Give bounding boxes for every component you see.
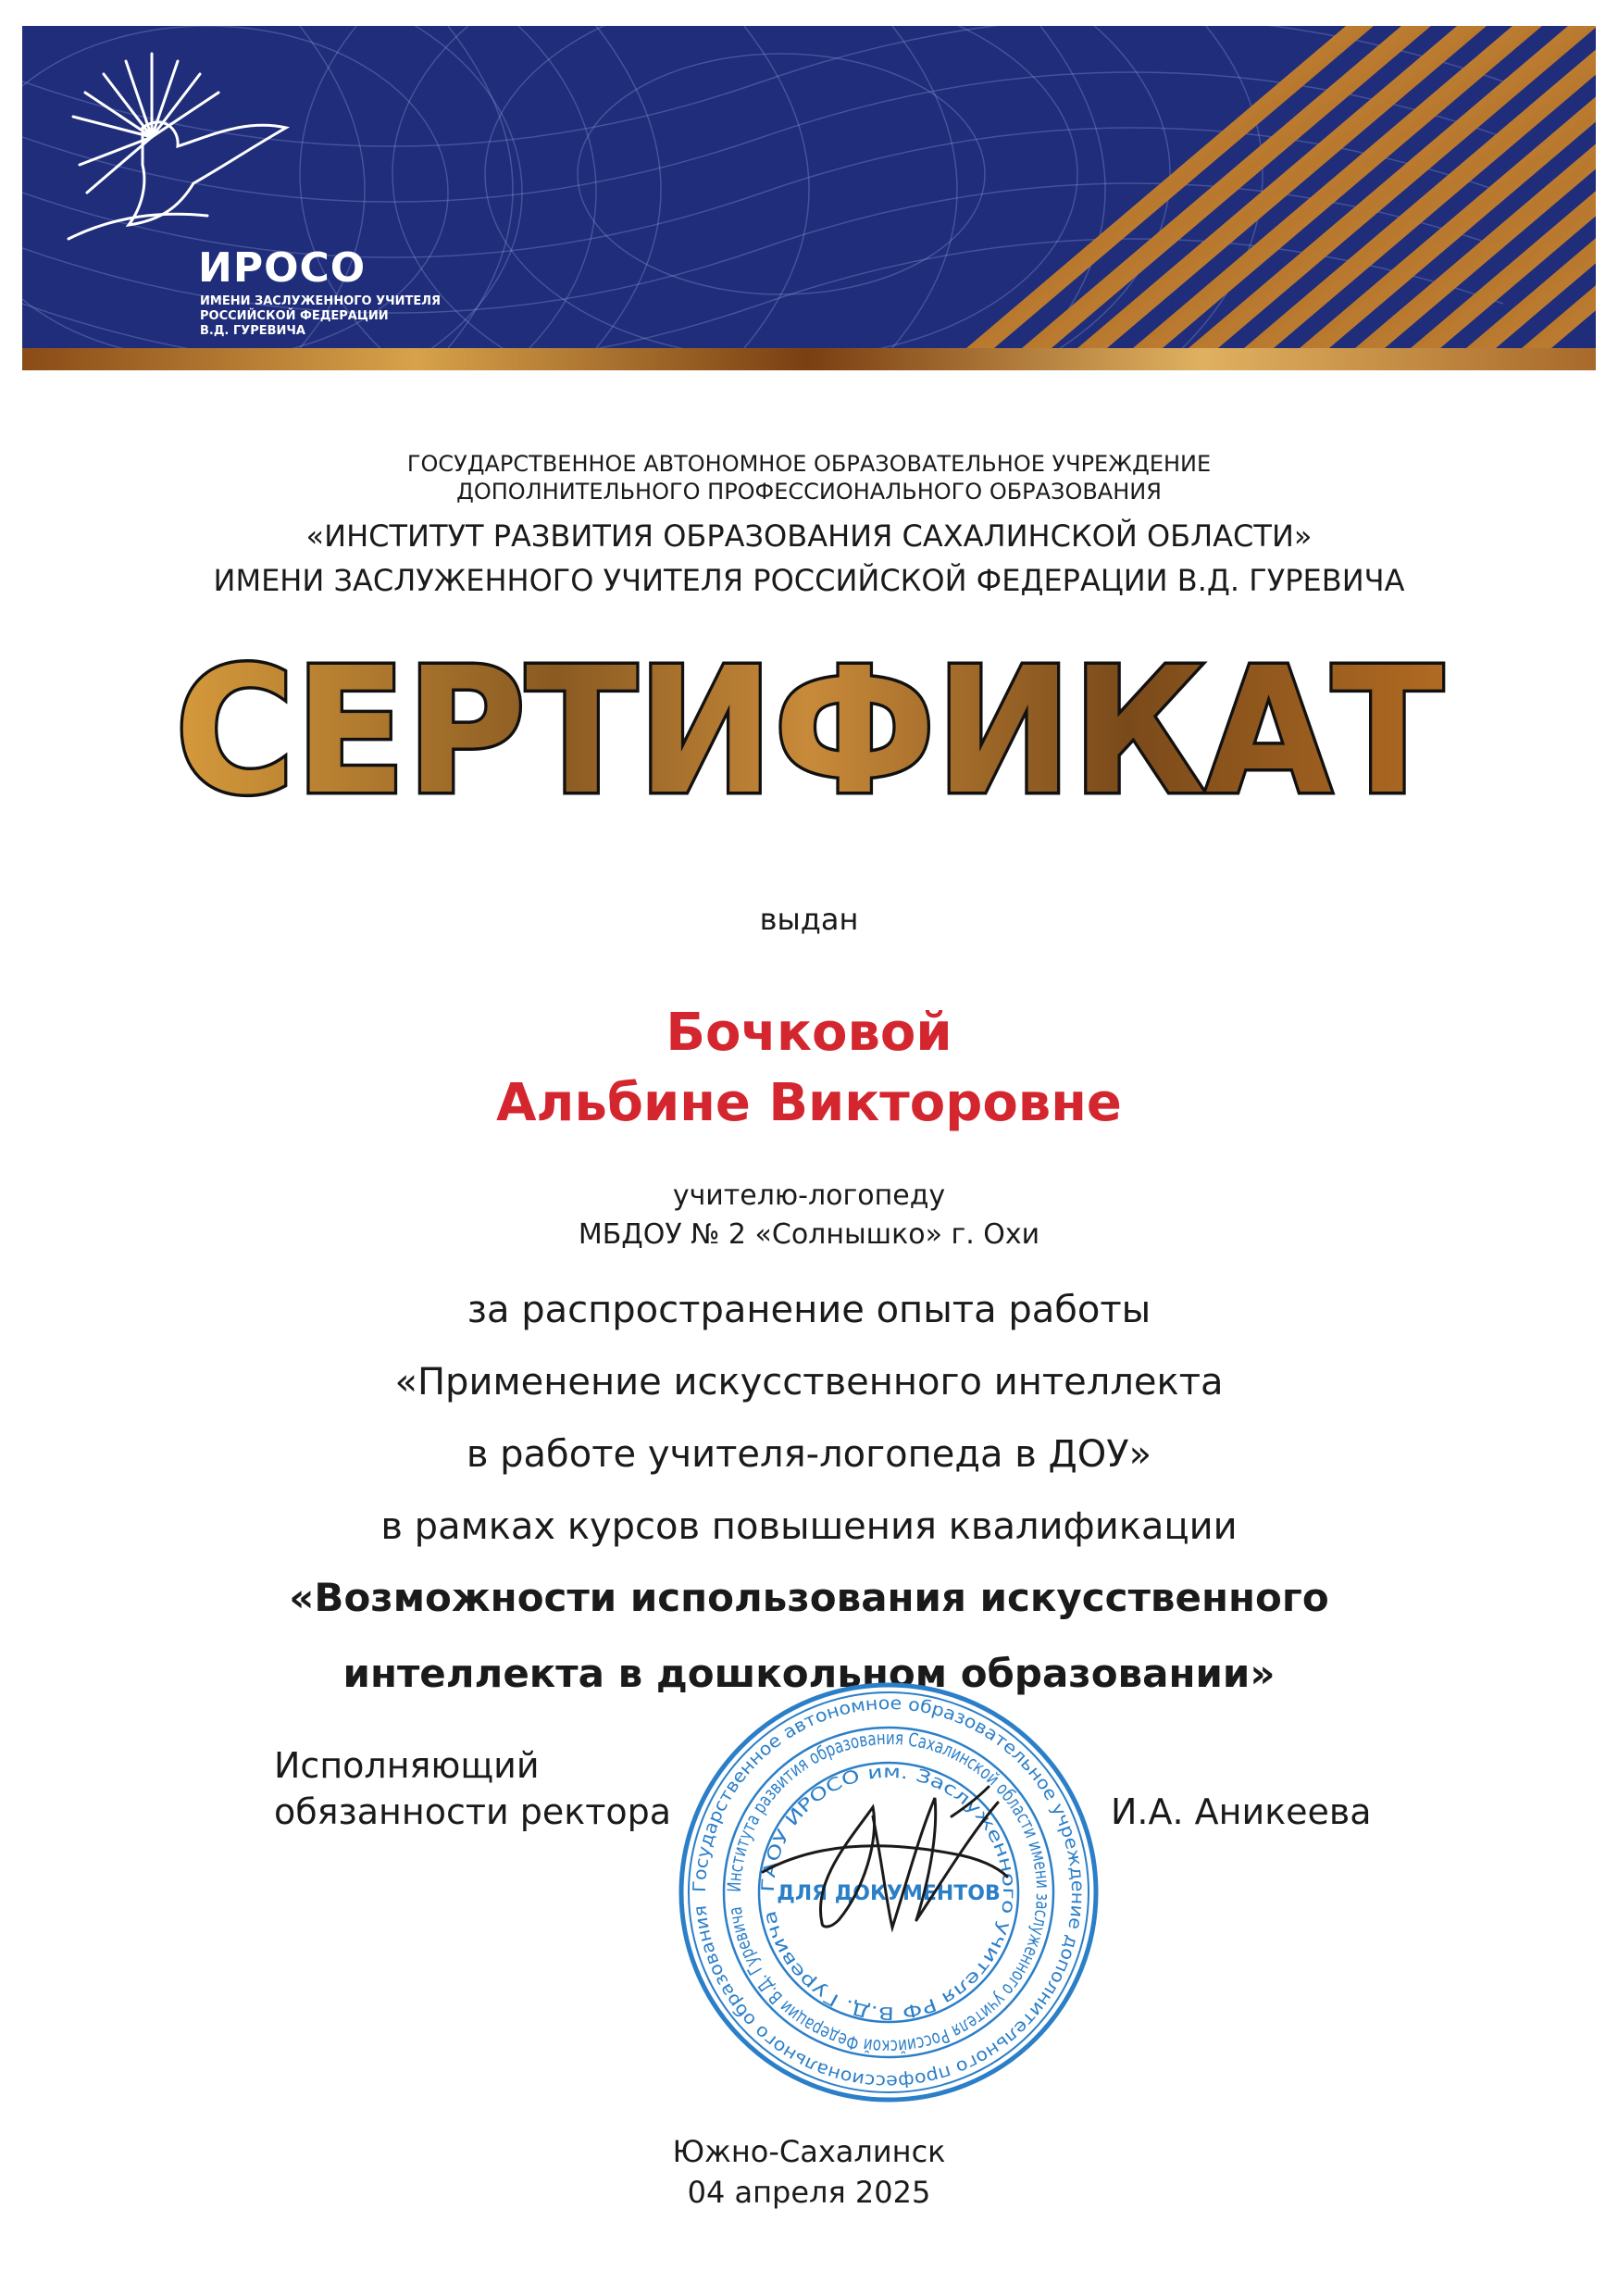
- logo-title: ИРОСО: [198, 244, 367, 292]
- issued-label: выдан: [759, 902, 859, 937]
- signer-name: И.А. Аникеева: [1111, 1791, 1372, 1832]
- stamp-seal: [674, 1678, 1103, 2107]
- header-banner: [22, 26, 1596, 370]
- org-line-2: ДОПОЛНИТЕЛЬНОГО ПРОФЕССИОНАЛЬНОГО ОБРАЗОВАНИЯ: [456, 479, 1162, 505]
- logo-subtitle-3: В.Д. ГУРЕВИЧА: [200, 324, 305, 338]
- signer-role: [274, 1742, 671, 1835]
- logo-subtitle-1: ИМЕНИ ЗАСЛУЖЕННОГО УЧИТЕЛЯ: [200, 294, 442, 308]
- reason-line-2: «Применение искусственного интеллекта: [394, 1361, 1224, 1404]
- reason-line-1: за распространение опыта работы: [467, 1289, 1151, 1331]
- signer-role-line-1: Исполняющий: [274, 1745, 540, 1786]
- recipient-name-line-2: Альбине Викторовне: [496, 1073, 1122, 1133]
- stamp-center-text: ДЛЯ ДОКУМЕНТОВ: [777, 1882, 1001, 1905]
- footer-date: 04 апреля 2025: [687, 2175, 931, 2210]
- org-line-1: ГОСУДАРСТВЕННОЕ АВТОНОМНОЕ ОБРАЗОВАТЕЛЬНОЕ УЧРЕЖДЕНИЕ: [406, 451, 1212, 477]
- certificate-title-graphic: [161, 639, 1457, 824]
- course-title-line-2: интеллекта в дошкольном образовании»: [342, 1651, 1276, 1696]
- recipient-name-line-1: Бочковой: [666, 1003, 952, 1063]
- recipient-position: учителю-логопеду: [672, 1179, 946, 1212]
- stamp-outer-text: Государственное автономное образовательное учреждение дополнительного профессионального образования: [689, 1692, 1089, 2092]
- recipient-organization: МБДОУ № 2 «Солнышко» г. Охи: [578, 1218, 1040, 1251]
- footer-city: Южно-Сахалинск: [672, 2134, 946, 2169]
- reason-line-3: в работе учителя-логопеда в ДОУ»: [466, 1433, 1152, 1476]
- stamp-inner-text: Института развития образования Сахалинской области имени заслуженного учителя Российской Федерации В.Д. Гуревича: [722, 1726, 1055, 2059]
- org-line-4: ИМЕНИ ЗАСЛУЖЕННОГО УЧИТЕЛЯ РОССИЙСКОЙ ФЕДЕРАЦИИ В.Д. ГУРЕВИЧА: [213, 563, 1405, 598]
- logo-subtitle-2: РОССИЙСКОЙ ФЕДЕРАЦИИ: [200, 309, 389, 323]
- reason-line-4: в рамках курсов повышения квалификации: [380, 1505, 1238, 1548]
- course-title-line-1: «Возможности использования искусственного: [289, 1575, 1329, 1620]
- stamp-core-text: ГАОУ ИРОСО им. Заслуженного учителя РФ В.Д. Гуревича: [757, 1761, 1020, 2024]
- certificate-title: СЕРТИФИКАТ: [175, 639, 1443, 824]
- org-line-3: «ИНСТИТУТ РАЗВИТИЯ ОБРАЗОВАНИЯ САХАЛИНСКОЙ ОБЛАСТИ»: [305, 518, 1313, 554]
- signer-role-line-2: обязанности ректора: [274, 1791, 672, 1832]
